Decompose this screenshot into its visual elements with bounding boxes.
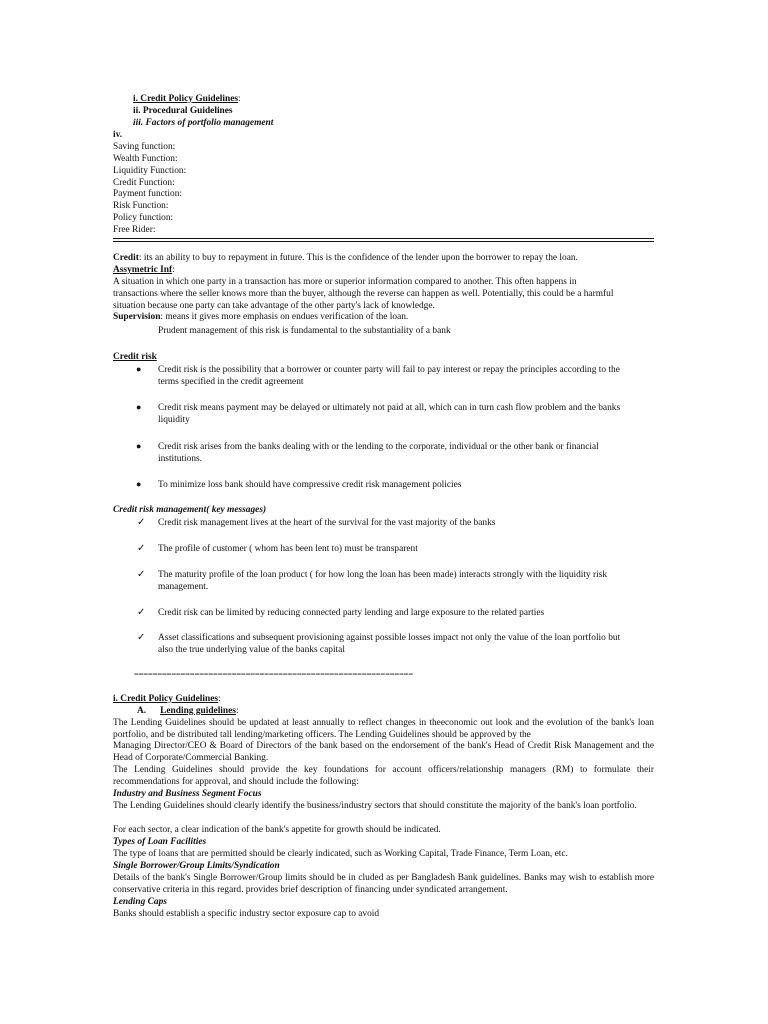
- crm-item-line: The profile of customer ( whom has been lent to) must be transparent: [158, 544, 418, 554]
- crm-item-line: Asset classifications and subsequent provisioning against possible losses impact not only the value of the loan portfolio but: [158, 633, 621, 643]
- function-item: Payment function:: [113, 189, 182, 199]
- checkmark-icon: ✓: [137, 607, 146, 618]
- function-item: Saving function:: [113, 142, 176, 152]
- industry-focus-paragraph: The Lending Guidelines should clearly identify the business/industry sectors that should constitute the majority of the bank's loan portfolio.: [113, 801, 637, 811]
- credit-risk-bullet-line: terms specified in the credit agreement: [158, 377, 304, 387]
- outline-item-iii: iii. Factors of portfolio management: [133, 118, 274, 128]
- crm-item-line: Credit risk management lives at the heart of the survival for the vast majority of the banks: [158, 518, 496, 528]
- industry-focus-paragraph: For each sector, a clear indication of the bank's appetite for growth should be indicated.: [113, 825, 441, 835]
- bullet-icon: ●: [136, 441, 142, 451]
- crm-item-line: Credit risk can be limited by reducing connected party lending and large exposure to the related parties: [158, 608, 545, 618]
- function-item: Credit Function:: [113, 178, 175, 188]
- lending-guidelines-paragraph: The Lending Guidelines should be updated at least annually to reflect changes in theeconomic out look and the evolution of the bank's loan portfolio, and be distributed tall lending/marketing officers. The Lending Guidelines should be approved by the: [113, 718, 654, 740]
- double-rule-bottom: [113, 241, 654, 242]
- crm-item-line: also the true underlying value of the banks capital: [158, 645, 345, 655]
- credit-definition: Credit: its an ability to buy to repayment in future. This is the confidence of the lender upon the borrower to repay the loan.: [113, 253, 578, 263]
- asymmetric-text-line: transactions where the seller knows more than the buyer, although the reverse can happen as well. Potentially, this could be a harmful: [113, 289, 614, 299]
- lending-caps-heading: Lending Caps: [113, 897, 167, 907]
- outline-item-ii: ii. Procedural Guidelines: [133, 106, 233, 116]
- double-rule-top: [113, 238, 654, 239]
- bullet-icon: ●: [136, 402, 142, 412]
- credit-risk-bullet-line: Credit risk is the possibility that a borrower or counter party will fail to pay interest or repay the principles according to the: [158, 365, 620, 375]
- checkmark-icon: ✓: [137, 632, 146, 643]
- credit-risk-bullet-line: To minimize loss bank should have compressive credit risk management policies: [158, 480, 462, 490]
- bullet-icon: ●: [136, 479, 142, 489]
- lending-guidelines-paragraph: The Lending Guidelines should provide the key foundations for account officers/relationship managers (RM) to formulate their recommendations for approval, and should include the following:: [113, 765, 654, 787]
- lending-caps-paragraph: Banks should establish a specific industry sector exposure cap to avoid: [113, 909, 380, 919]
- credit-risk-heading: Credit risk: [113, 352, 157, 362]
- function-item: Liquidity Function:: [113, 166, 187, 176]
- checkmark-icon: ✓: [137, 543, 146, 554]
- function-item: Policy function:: [113, 213, 174, 223]
- function-item: Free Rider:: [113, 225, 156, 235]
- single-borrower-paragraph: Details of the bank's Single Borrower/Group limits should be in cluded as per Bangladesh Bank guidelines. Banks may wish to establish more conservative criteria in this regard. provides brief description of financing under syndicated arrangement.: [113, 873, 654, 895]
- function-item: Wealth Function:: [113, 154, 178, 164]
- outline-item-i: i. Credit Policy Guidelines:: [133, 94, 241, 104]
- loan-facilities-paragraph: The type of loans that are permitted should be clearly indicated, such as Working Capital, Trade Finance, Term Loan, etc.: [113, 849, 568, 859]
- credit-risk-bullet-line: liquidity: [158, 415, 190, 425]
- single-borrower-heading: Single Borrower/Group Limits/Syndication: [113, 861, 280, 871]
- supervision-definition: Supervision: means it gives more emphasis on endues verification of the loan.: [113, 312, 409, 322]
- crm-item-line: management.: [158, 582, 209, 592]
- separator-line: ============================================================: [134, 669, 413, 679]
- policy-title: i. Credit Policy Guidelines:: [113, 694, 221, 704]
- lending-guidelines-heading: A. Lending guidelines:: [137, 706, 239, 716]
- industry-focus-heading: Industry and Business Segment Focus: [113, 789, 262, 799]
- bullet-icon: ●: [136, 364, 142, 374]
- checkmark-icon: ✓: [137, 569, 146, 580]
- loan-facilities-heading: Types of Loan Facilities: [113, 837, 207, 847]
- checkmark-icon: ✓: [137, 517, 146, 528]
- outline-item-iv: iv.: [113, 130, 123, 140]
- crm-heading: Credit risk management( key messages): [113, 505, 267, 515]
- function-item: Risk Function:: [113, 201, 169, 211]
- credit-risk-bullet-line: Credit risk arises from the banks dealing with or the lending to the corporate, individual or the other bank or financial: [158, 442, 599, 452]
- crm-item-line: The maturity profile of the loan product ( for how long the loan has been made) interacts strongly with the liquidity risk: [158, 570, 608, 580]
- asymmetric-heading: Assymetric Inf:: [113, 265, 175, 275]
- credit-risk-bullet-line: Credit risk means payment may be delayed or ultimately not paid at all, which can in turn cash flow problem and the banks: [158, 403, 621, 413]
- lending-guidelines-paragraph: Managing Director/CEO & Board of Directors of the bank based on the endorsement of the bank's Head of Credit Risk Management and the Head of Corporate/Commercial Banking.: [113, 741, 654, 763]
- asymmetric-text-line: situation because one party can take advantage of the other party's lack of knowledge.: [113, 301, 435, 311]
- prudent-note: Prudent management of this risk is fundamental to the substantiality of a bank: [158, 326, 451, 336]
- credit-risk-bullet-line: institutions.: [158, 454, 203, 464]
- asymmetric-text-line: A situation in which one party in a transaction has more or superior information compared to another. This often happens in: [113, 277, 577, 287]
